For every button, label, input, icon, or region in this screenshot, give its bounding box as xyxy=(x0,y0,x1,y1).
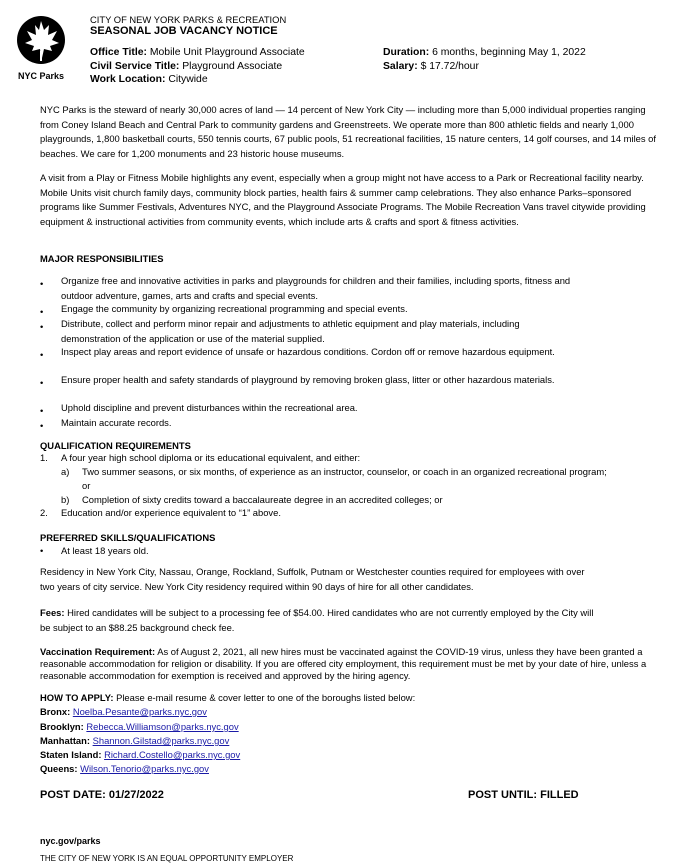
fees-paragraph xyxy=(40,606,600,635)
residency-paragraph: Residency in New York City, Nassau, Orange, Rockland, Suffolk, Putnam or Westchester counties required for employees with over two years of city service. New York City residency required within 90 days of hire for all other candidates. xyxy=(40,566,585,592)
bullet-icon: • xyxy=(40,405,44,416)
email-link[interactable]: Wilson.Tenorio@parks.nyc.gov xyxy=(80,763,209,774)
email-link[interactable]: Rebecca.Williamson@parks.nyc.gov xyxy=(86,721,239,732)
vaccination-paragraph xyxy=(40,646,665,682)
qualification-item: Education and/or experience equivalent to “1” above. xyxy=(61,507,281,518)
office-title-value: Mobile Unit Playground Associate xyxy=(149,47,305,58)
post-until: POST UNTIL: FILLED xyxy=(468,789,579,801)
how-to-apply-label: HOW TO APPLY: xyxy=(40,692,114,703)
qualification-number: 2. xyxy=(40,507,48,518)
responsibilities-heading: MAJOR RESPONSIBILITIES xyxy=(40,253,164,264)
contact-staten-island xyxy=(40,749,240,760)
qualification-sub-number: b) xyxy=(61,494,70,505)
salary-value: $ 17.72/hour xyxy=(420,60,479,72)
bullet-icon: • xyxy=(40,377,44,388)
bullet-icon: • xyxy=(40,545,44,556)
fees-text: Hired candidates will be subject to a processing fee of $54.00. Hired candidates who are not currently employed by the City will be subject to an $88.25 background check fee. xyxy=(40,607,594,633)
qualifications-heading: QUALIFICATION REQUIREMENTS xyxy=(40,440,191,451)
salary xyxy=(383,60,479,74)
contact-manhattan xyxy=(40,735,229,746)
bullet-icon: • xyxy=(40,349,44,360)
qualification-sub-number: a) xyxy=(61,466,70,477)
vaccination-text: As of August 2, 2021, all new hires must be vaccinated against the COVID-19 virus, unless they have been granted a reasonable accommodation for religion or disability. If you are offered city employment, this requirement must be met by your date of hire, unless a reasonable accommodation for exemption is received and approved by the hiring agency. xyxy=(40,646,647,681)
responsibility-item: Uphold discipline and prevent disturbances within the recreational area. xyxy=(61,402,358,413)
bullet-icon: • xyxy=(40,321,44,332)
bullet-icon: • xyxy=(40,306,44,317)
responsibility-item: Distribute, collect and perform minor repair and adjustments to athletic equipment and play materials, including demonstration of the application or use of the material supplied. xyxy=(61,318,520,344)
contact-bronx xyxy=(40,706,207,717)
duration-value: 6 months, beginning May 1, 2022 xyxy=(432,47,586,58)
intro-paragraph: NYC Parks is the steward of nearly 30,000 acres of land — 14 percent of New York City — including more than 5,000 individual properties ranging from Coney Island Beach and Central Park to community gardens and Greenstreets. We operate more than 800 athletic fields and nearly 1,000 playgrounds, 1,800 basketball courts, 550 tennis courts, 67 public pools, 51 recreational facilities, 15 nature centers, 14 golf courses, and 14 miles of beaches. We care for 1,200 monuments and 23 historic house museums. xyxy=(40,104,656,159)
work-location-label: Work Location: xyxy=(90,74,166,85)
post-date: POST DATE: 01/27/2022 xyxy=(40,789,164,801)
office-title-label: Office Title: xyxy=(90,47,147,58)
nyc-parks-logo xyxy=(14,13,70,79)
leaf-logo-icon xyxy=(14,13,70,65)
footer-site: nyc.gov/parks xyxy=(40,836,101,846)
fees-label: Fees: xyxy=(40,607,65,618)
qualification-number: 1. xyxy=(40,452,48,463)
bullet-icon: • xyxy=(40,278,44,289)
email-link[interactable]: Noelba.Pesante@parks.nyc.gov xyxy=(72,706,207,717)
responsibility-item: Maintain accurate records. xyxy=(61,417,172,428)
email-link[interactable]: Richard.Costello@parks.nyc.gov xyxy=(104,749,241,760)
duration xyxy=(383,46,586,60)
borough-label: Queens: xyxy=(40,763,78,774)
qualification-sub-item: Completion of sixty credits toward a baccalaureate degree in an accredited colleges; or xyxy=(82,494,443,505)
how-to-apply-text: Please e-mail resume & cover letter to one of the boroughs listed below: xyxy=(116,692,416,703)
contact-brooklyn xyxy=(40,721,239,732)
header-org: CITY OF NEW YORK PARKS & RECREATION xyxy=(90,14,287,25)
page-title: SEASONAL JOB VACANCY NOTICE xyxy=(90,25,278,37)
logo-caption: NYC Parks xyxy=(18,71,65,81)
responsibility-item: Ensure proper health and safety standards of playground by removing broken glass, litter or other hazardous materials. xyxy=(61,374,555,385)
qualification-sub-item: Two summer seasons, or six months, of experience as an instructor, counselor, or coach in an organized recreational program; xyxy=(82,466,607,477)
work-location xyxy=(90,73,208,87)
qualification-item: A four year high school diploma or its educational equivalent, and either: xyxy=(61,452,361,463)
preferred-heading: PREFERRED SKILLS/QUALIFICATIONS xyxy=(40,532,216,543)
preferred-item: At least 18 years old. xyxy=(61,545,149,556)
civil-service-value: Playground Associate xyxy=(182,60,283,72)
responsibility-item: Engage the community by organizing recreational programming and special events. xyxy=(61,303,408,314)
email-link[interactable]: Shannon.Gilstad@parks.nyc.gov xyxy=(92,735,230,746)
contact-queens xyxy=(40,763,209,774)
borough-label: Brooklyn: xyxy=(40,721,84,732)
bullet-icon: • xyxy=(40,420,44,431)
responsibility-item: Organize free and innovative activities in parks and playgrounds for children and their families, including sports, fitness and outdoor adventure, games, arts and crafts and special events. xyxy=(61,275,571,301)
mobile-units-paragraph: A visit from a Play or Fitness Mobile highlights any event, especially when a group might not have access to a Park or Recreational facility nearby. Mobile Units visit church family days, community block parties, health fairs & summer camp celebrations. They also enhance Parks–sponsored programs like Summer Festivals, Adventures NYC, and the Playground Associate Programs. The Mobile Recreation Vans travel citywide providing equipment & instructional activities from community events, which include arts & crafts and sport & fitness activities. xyxy=(40,172,646,227)
footer-eeo: THE CITY OF NEW YORK IS AN EQUAL OPPORTUNITY EMPLOYER xyxy=(40,854,294,863)
borough-label: Bronx: xyxy=(40,706,71,717)
duration-label: Duration: xyxy=(383,47,430,58)
civil-service-title xyxy=(90,60,282,74)
office-title xyxy=(90,46,305,60)
vaccination-label: Vaccination Requirement: xyxy=(40,646,156,657)
borough-label: Staten Island: xyxy=(40,749,102,760)
how-to-apply xyxy=(40,692,415,703)
work-location-value: Citywide xyxy=(168,74,208,85)
civil-service-label: Civil Service Title: xyxy=(90,60,180,72)
salary-label: Salary: xyxy=(383,60,418,72)
qualification-or: or xyxy=(82,480,91,491)
responsibility-item: Inspect play areas and report evidence of unsafe or hazardous conditions. Cordon off or remove hazardous equipment. xyxy=(61,346,555,357)
borough-label: Manhattan: xyxy=(40,735,90,746)
